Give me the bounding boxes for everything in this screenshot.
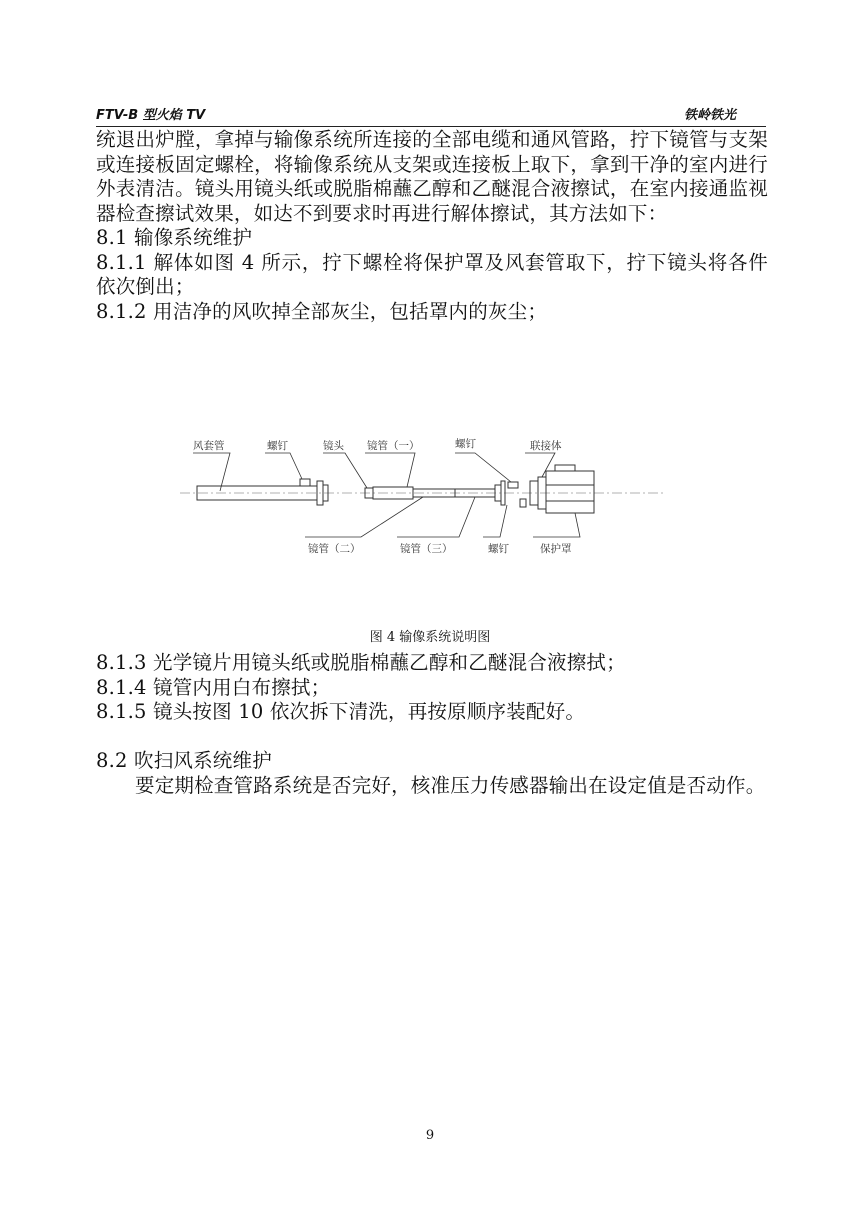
label-screw-2: 螺钉 — [455, 438, 476, 450]
label-connector-body: 联接体 — [530, 440, 562, 452]
after-figure-text-block — [96, 651, 768, 798]
page-number: 9 — [425, 1128, 435, 1143]
section-heading-8-1: 8.1 输像系统维护 — [96, 226, 253, 249]
step-8-1-1: 8.1.1 解体如图 4 所示，拧下螺栓将保护罩及风套管取下，拧下镜头将各件依次倒出； — [96, 250, 768, 298]
label-air-jacket-tube: 风套管 — [193, 440, 225, 452]
step-8-1-4: 8.1.4 镜管内用白布擦拭； — [96, 675, 331, 699]
header-doc-title: FTV-B 型火焰 TV — [96, 108, 206, 123]
label-lens-tube-3: 镜管（三） — [400, 543, 453, 555]
label-protective-cover: 保护罩 — [540, 543, 572, 555]
label-screw-1: 螺钉 — [267, 440, 288, 452]
screw-1-shape — [300, 479, 310, 486]
label-lens-tube-1: 镜管（一） — [367, 440, 420, 452]
section-8-2-body: 要定期检查管路系统是否完好，核准压力传感器输出在设定值是否动作。 — [135, 773, 766, 797]
step-8-1-2: 8.1.2 用洁净的风吹掉全部灰尘，包括罩内的灰尘； — [96, 299, 548, 323]
intro-text-block — [96, 128, 768, 324]
figure-caption: 图 4 输像系统说明图 — [369, 630, 491, 645]
page-header — [96, 104, 766, 127]
label-lens: 镜头 — [323, 440, 344, 452]
section-heading-8-2: 8.2 吹扫风系统维护 — [96, 749, 272, 772]
imaging-system-diagram — [175, 425, 675, 615]
label-lens-tube-2: 镜管（二） — [308, 543, 361, 555]
header-company: 铁岭铁光 — [683, 108, 736, 123]
step-8-1-3: 8.1.3 光学镜片用镜头纸或脱脂棉蘸乙醇和乙醚混合液擦拭； — [96, 651, 626, 674]
step-8-1-5: 8.1.5 镜头按图 10 依次拆下清洗，再按原顺序装配好。 — [96, 700, 586, 723]
paragraph-continuation: 统退出炉膛，拿掉与输像系统所连接的全部电缆和通风管路，拧下镜管与支架或连接板固定螺栓，将输像系统从支架或连接板上取下，拿到干净的室内进行外表清洁。镜头用镜头纸或脱脂棉蘸乙醇和乙醚混合液擦试，在室内接通监视器检查擦试效果，如达不到要求时再进行解体擦试，其方法如下： — [96, 128, 768, 225]
label-screw-3: 螺钉 — [488, 543, 509, 555]
protective-cover-shape — [546, 465, 594, 513]
